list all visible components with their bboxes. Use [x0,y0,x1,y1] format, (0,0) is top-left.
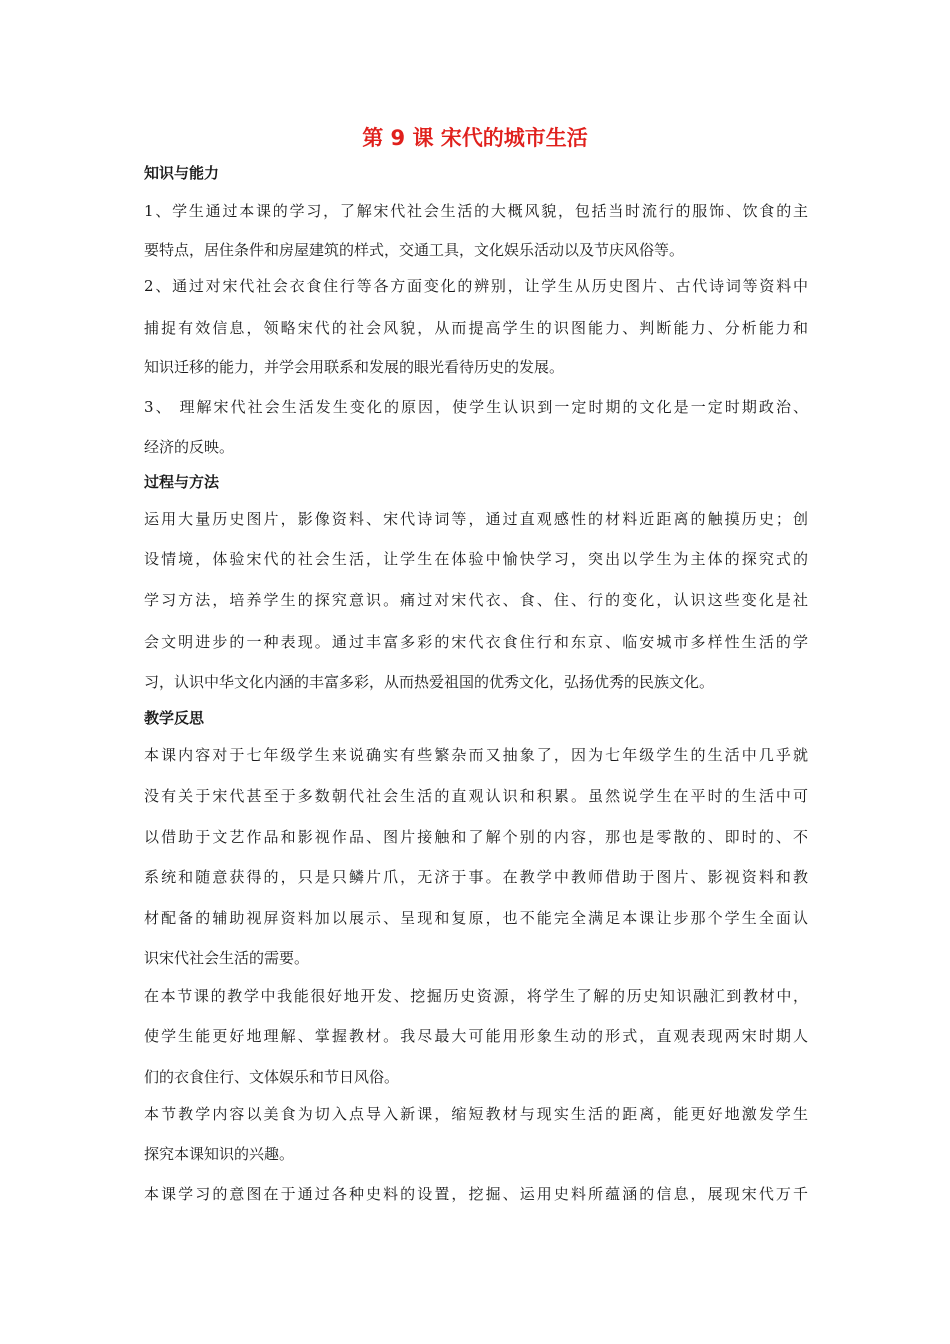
section-heading: 教学反思 [144,709,205,727]
paragraph-line: 使学生能更好地理解、掌握教材。我尽最大可能用形象生动的形式，直观表现两宋时期人 [144,1027,808,1045]
paragraph-line: 运用大量历史图片，影像资料、宋代诗词等，通过直观感性的材料近距离的触摸历史；创 [144,510,808,528]
paragraph-line: 材配备的辅助视屏资料加以展示、呈现和复原，也不能完全满足本课让步那个学生全面认 [144,909,808,927]
paragraph-line: 们的衣食住行、文体娱乐和节日风俗。 [144,1068,400,1086]
paragraph-line: 没有关于宋代甚至于多数朝代社会生活的直观认识和积累。虽然说学生在平时的生活中可 [144,787,808,805]
paragraph-line: 捕捉有效信息，领略宋代的社会风貌，从而提高学生的识图能力、判断能力、分析能力和 [144,319,808,337]
paragraph-line: 以借助于文艺作品和影视作品、图片接触和了解个别的内容，那也是零散的、即时的、不 [144,828,808,846]
paragraph-line: 本课内容对于七年级学生来说确实有些繁杂而又抽象了，因为七年级学生的生活中几乎就 [144,746,808,764]
paragraph-line: 习，认识中华文化内涵的丰富多彩，从而热爱祖国的优秀文化，弘扬优秀的民族文化。 [144,673,715,691]
paragraph-line: 本节教学内容以美食为切入点导入新课，缩短教材与现实生活的距离，能更好地激发学生 [144,1105,808,1123]
paragraph-line: 2、通过对宋代社会衣食住行等各方面变化的辨别，让学生从历史图片、古代诗词等资料中 [144,277,808,295]
paragraph-line: 知识迁移的能力，并学会用联系和发展的眼光看待历史的发展。 [144,358,565,376]
paragraph-line: 系统和随意获得的，只是只鳞片爪，无济于事。在教学中教师借助于图片、影视资料和教 [144,868,808,886]
paragraph-line: 探究本课知识的兴趣。 [144,1145,295,1163]
paragraph-line: 3、 理解宋代社会生活发生变化的原因，使学生认识到一定时期的文化是一定时期政治、 [144,398,808,416]
paragraph-line: 会文明进步的一种表现。通过丰富多彩的宋代衣食住行和东京、临安城市多样性生活的学 [144,633,808,651]
paragraph-line: 经济的反映。 [144,438,235,456]
section-heading: 过程与方法 [144,473,220,491]
paragraph-line: 本课学习的意图在于通过各种史料的设置，挖掘、运用史料所蕴涵的信息，展现宋代万千 [144,1185,808,1203]
paragraph-line: 学习方法，培养学生的探究意识。痛过对宋代衣、食、住、行的变化，认识这些变化是社 [144,591,808,609]
paragraph-line: 识宋代社会生活的需要。 [144,949,310,967]
paragraph-line: 设情境，体验宋代的社会生活，让学生在体验中愉快学习，突出以学生为主体的探究式的 [144,550,808,568]
page-title: 第 9 课 宋代的城市生活 [362,126,588,150]
paragraph-line: 要特点，居住条件和房屋建筑的样式，交通工具，文化娱乐活动以及节庆风俗等。 [144,241,685,259]
section-heading: 知识与能力 [144,164,220,182]
paragraph-line: 在本节课的教学中我能很好地开发、挖掘历史资源，将学生了解的历史知识融汇到教材中， [144,987,808,1005]
paragraph-line: 1、学生通过本课的学习，了解宋代社会生活的大概风貌，包括当时流行的服饰、饮食的主 [144,202,808,220]
